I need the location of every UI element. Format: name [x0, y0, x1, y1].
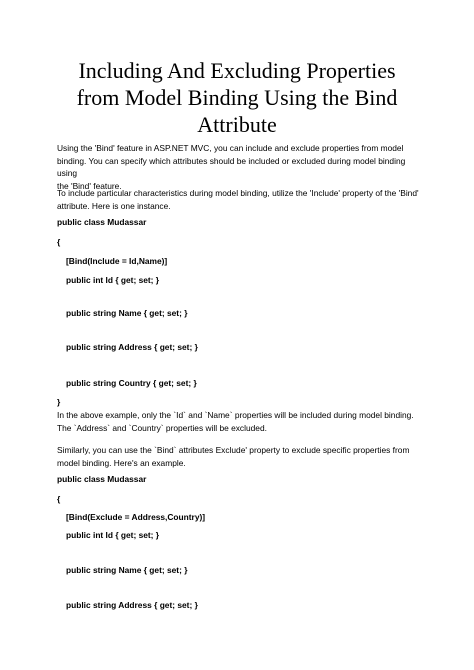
code1-prop-id: public int Id { get; set; } [66, 275, 160, 285]
include-line-2: attribute. Here is one instance. [57, 200, 171, 211]
code1-prop-address: public string Address { get; set; } [66, 342, 198, 352]
code2-prop-address: public string Address { get; set; } [66, 600, 198, 610]
include-paragraph [57, 187, 427, 212]
code1-prop-country: public string Country { get; set; } [66, 378, 197, 388]
code2-attribute: [Bind(Exclude = Address,Country)] [66, 512, 206, 522]
code1-attribute: [Bind(Include = Id,Name)] [66, 256, 168, 266]
explanation-line-2: The `Address` and `Country` properties will be excluded. [57, 422, 267, 433]
code1-class-decl: public class Mudassar [57, 217, 147, 227]
title-line-3: Attribute [197, 112, 277, 137]
include-line-1: To include particular characteristics during model binding, utilize the 'Include' property of the 'Bind' [57, 188, 419, 198]
code2-prop-id: public int Id { get; set; } [66, 530, 160, 540]
intro-line-3: the 'Bind' feature. [57, 180, 122, 191]
intro-paragraph [57, 142, 427, 192]
title-line-2: from Model Binding Using the Bind [76, 85, 398, 110]
include-explanation-paragraph [57, 409, 427, 434]
code1-open-brace: { [57, 237, 61, 247]
title-line-1: Including And Excluding Properties [78, 58, 396, 83]
code2-open-brace: { [57, 494, 61, 504]
code2-prop-name: public string Name { get; set; } [66, 565, 188, 575]
intro-line-1: Using the 'Bind' feature in ASP.NET MVC, you can include and exclude properties from model [57, 143, 404, 153]
exclude-line-2: model binding. Here's an example. [57, 457, 186, 468]
code1-prop-name: public string Name { get; set; } [66, 308, 188, 318]
intro-line-2: binding. You can specify which attributes should be included or excluded during model binding using [57, 155, 406, 178]
exclude-paragraph [57, 444, 427, 469]
page-title [40, 57, 434, 138]
code2-class-decl: public class Mudassar [57, 474, 147, 484]
explanation-line-1: In the above example, only the `Id` and `Name` properties will be included during model binding. [57, 410, 414, 420]
code1-close-brace: } [57, 397, 61, 407]
exclude-line-1: Similarly, you can use the `Bind` attributes Exclude' property to exclude specific properties from [57, 445, 410, 455]
